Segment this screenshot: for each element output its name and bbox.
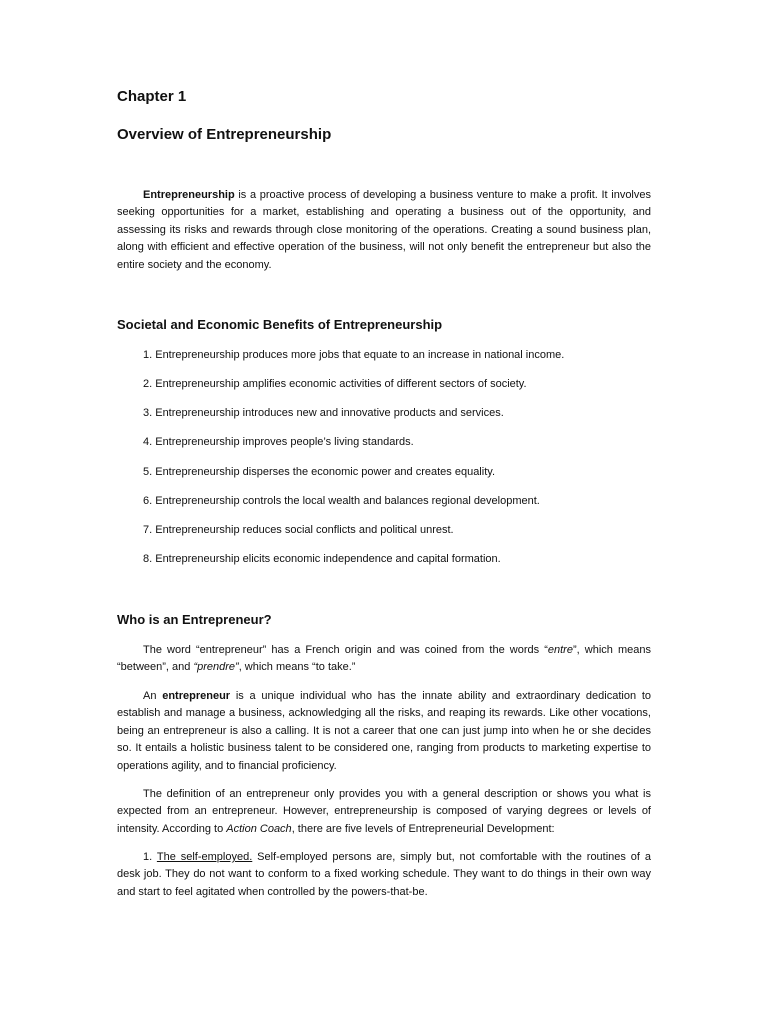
source-name: Action Coach <box>226 822 292 835</box>
entre-word: entre <box>547 644 573 656</box>
list-item: 5. Entrepreneurship disperses the economic power and creates equality. <box>143 466 495 478</box>
benefits-heading: Societal and Economic Benefits of Entrepreneurship <box>117 317 443 332</box>
level-1-label: The self-employed. <box>156 851 253 863</box>
list-item: 6. Entrepreneurship controls the local wealth and balances regional development. <box>143 495 540 507</box>
intro-paragraph <box>117 187 651 274</box>
list-item: 8. Entrepreneurship elicits economic independence and capital formation. <box>143 553 501 565</box>
list-item: 3. Entrepreneurship introduces new and innovative products and services. <box>143 407 504 419</box>
levels-paragraph: The definition of an entrepreneur only provides you with a general description or shows you what is expected from an entrepreneur. However, entrepreneurship is composed of varying degrees or levels of intensity. According to Action Coach, there are five levels of Entrepreneurial Development: <box>117 788 651 835</box>
chapter-title: Overview of Entrepreneurship <box>117 126 332 143</box>
intro-term: Entrepreneurship <box>143 189 235 201</box>
list-item: 4. Entrepreneurship improves people’s living standards. <box>143 436 414 448</box>
list-item: 7. Entrepreneurship reduces social conflicts and political unrest. <box>143 524 454 536</box>
list-item: 1. Entrepreneurship produces more jobs that equate to an increase in national income. <box>143 349 565 361</box>
intro-text: is a proactive process of developing a business venture to make a profit. It involves seeking opportunities for a market, establishing and operating a business out of the opportunity, and assessing its risks and rewards through close monitoring of the operations. Creating a sound business plan, along with efficient and effective operation of the business, will not only benefit the entrepreneur but also the entire society and the economy. <box>117 189 651 271</box>
list-item: 2. Entrepreneurship amplifies economic activities of different sectors of society. <box>143 378 527 390</box>
entrepreneur-term: entrepreneur <box>162 690 231 702</box>
chapter-label: Chapter 1 <box>117 88 187 105</box>
who-heading: Who is an Entrepreneur? <box>117 612 272 627</box>
origin-paragraph: The word “entrepreneur” has a French origin and was coined from the words “entre”, which means “between”, and “prendre”, which means “to take.” <box>117 644 651 674</box>
level-1-paragraph: 1. The self-employed. Self-employed persons are, simply but, not comfortable with the routines of a desk job. They do not want to conform to a fixed working schedule. They want to do things in their own way and start to feel agitated when controlled by the powers-that-be. <box>117 851 651 898</box>
prendre-word: “prendre” <box>193 661 239 674</box>
definition-paragraph: An entrepreneur is a unique individual who has the innate ability and extraordinary dedication to establish and manage a business, acknowledging all the risks, and reaping its rewards. Like other vocations, being an entrepreneur is also a calling. It is not a career that one can just jump into when he or she decides so. It entails a holistic business talent to be considered one, ranging from products to marketing expertise to operations agility, and to financial proficiency. <box>117 690 652 772</box>
